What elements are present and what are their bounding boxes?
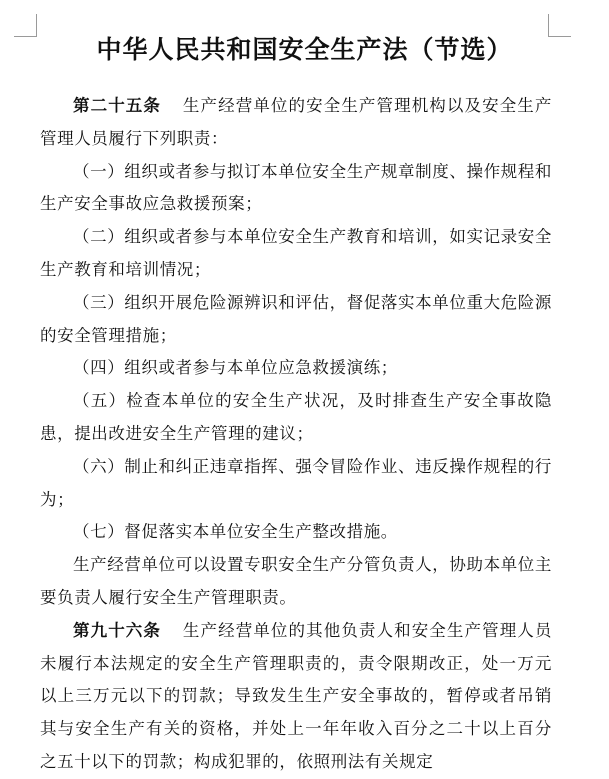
- document-title: 中华人民共和国安全生产法（节选）: [96, 35, 513, 64]
- list-item: （五）检查本单位的安全生产状况，及时排查生产安全事故隐患，提出改进安全生产管理的建议；: [40, 391, 552, 443]
- document-body: [40, 90, 552, 779]
- list-item: （三）组织开展危险源辨识和评估，督促落实本单位重大危险源的安全管理措施；: [40, 292, 552, 345]
- article-closing-paragraph: 生产经营单位可以设置专职安全生产分管负责人，协助本单位主要负责人履行安全生产管理职责。: [40, 555, 552, 607]
- list-item: （六）制止和纠正违章指挥、强令冒险作业、违反操作规程的行为；: [40, 456, 552, 509]
- article-number: 第二十五条: [73, 96, 161, 115]
- article-paragraph: [40, 90, 552, 156]
- list-item: （二）组织或者参与本单位安全生产教育和培训，如实记录安全生产教育和培训情况；: [40, 227, 552, 279]
- list-item: （一）组织或者参与拟订本单位安全生产规章制度、操作规程和生产安全事故应急救援预案；: [40, 161, 552, 214]
- article-text: 生产经营单位的安全生产管理机构以及安全生产管理人员履行下列职责：: [40, 96, 552, 148]
- article-number: 第九十六条: [73, 620, 161, 640]
- list-item: （四）组织或者参与本单位应急救援演练；: [73, 358, 398, 378]
- article-text: 生产经营单位的其他负责人和安全生产管理人员未履行本法规定的安全生产管理职责的，责令限期改正，处一万元以上三万元以下的罚款；导致发生生产安全事故的，暂停或者吊销其与安全生产有关的资格，并处上一年年收入百分之二十以上百分之五十以下的罚款；构成犯罪的，依照刑法有关规定: [40, 620, 552, 771]
- article-paragraph: [40, 615, 552, 779]
- list-item: （七）督促落实本单位安全生产整改措施。: [73, 522, 398, 542]
